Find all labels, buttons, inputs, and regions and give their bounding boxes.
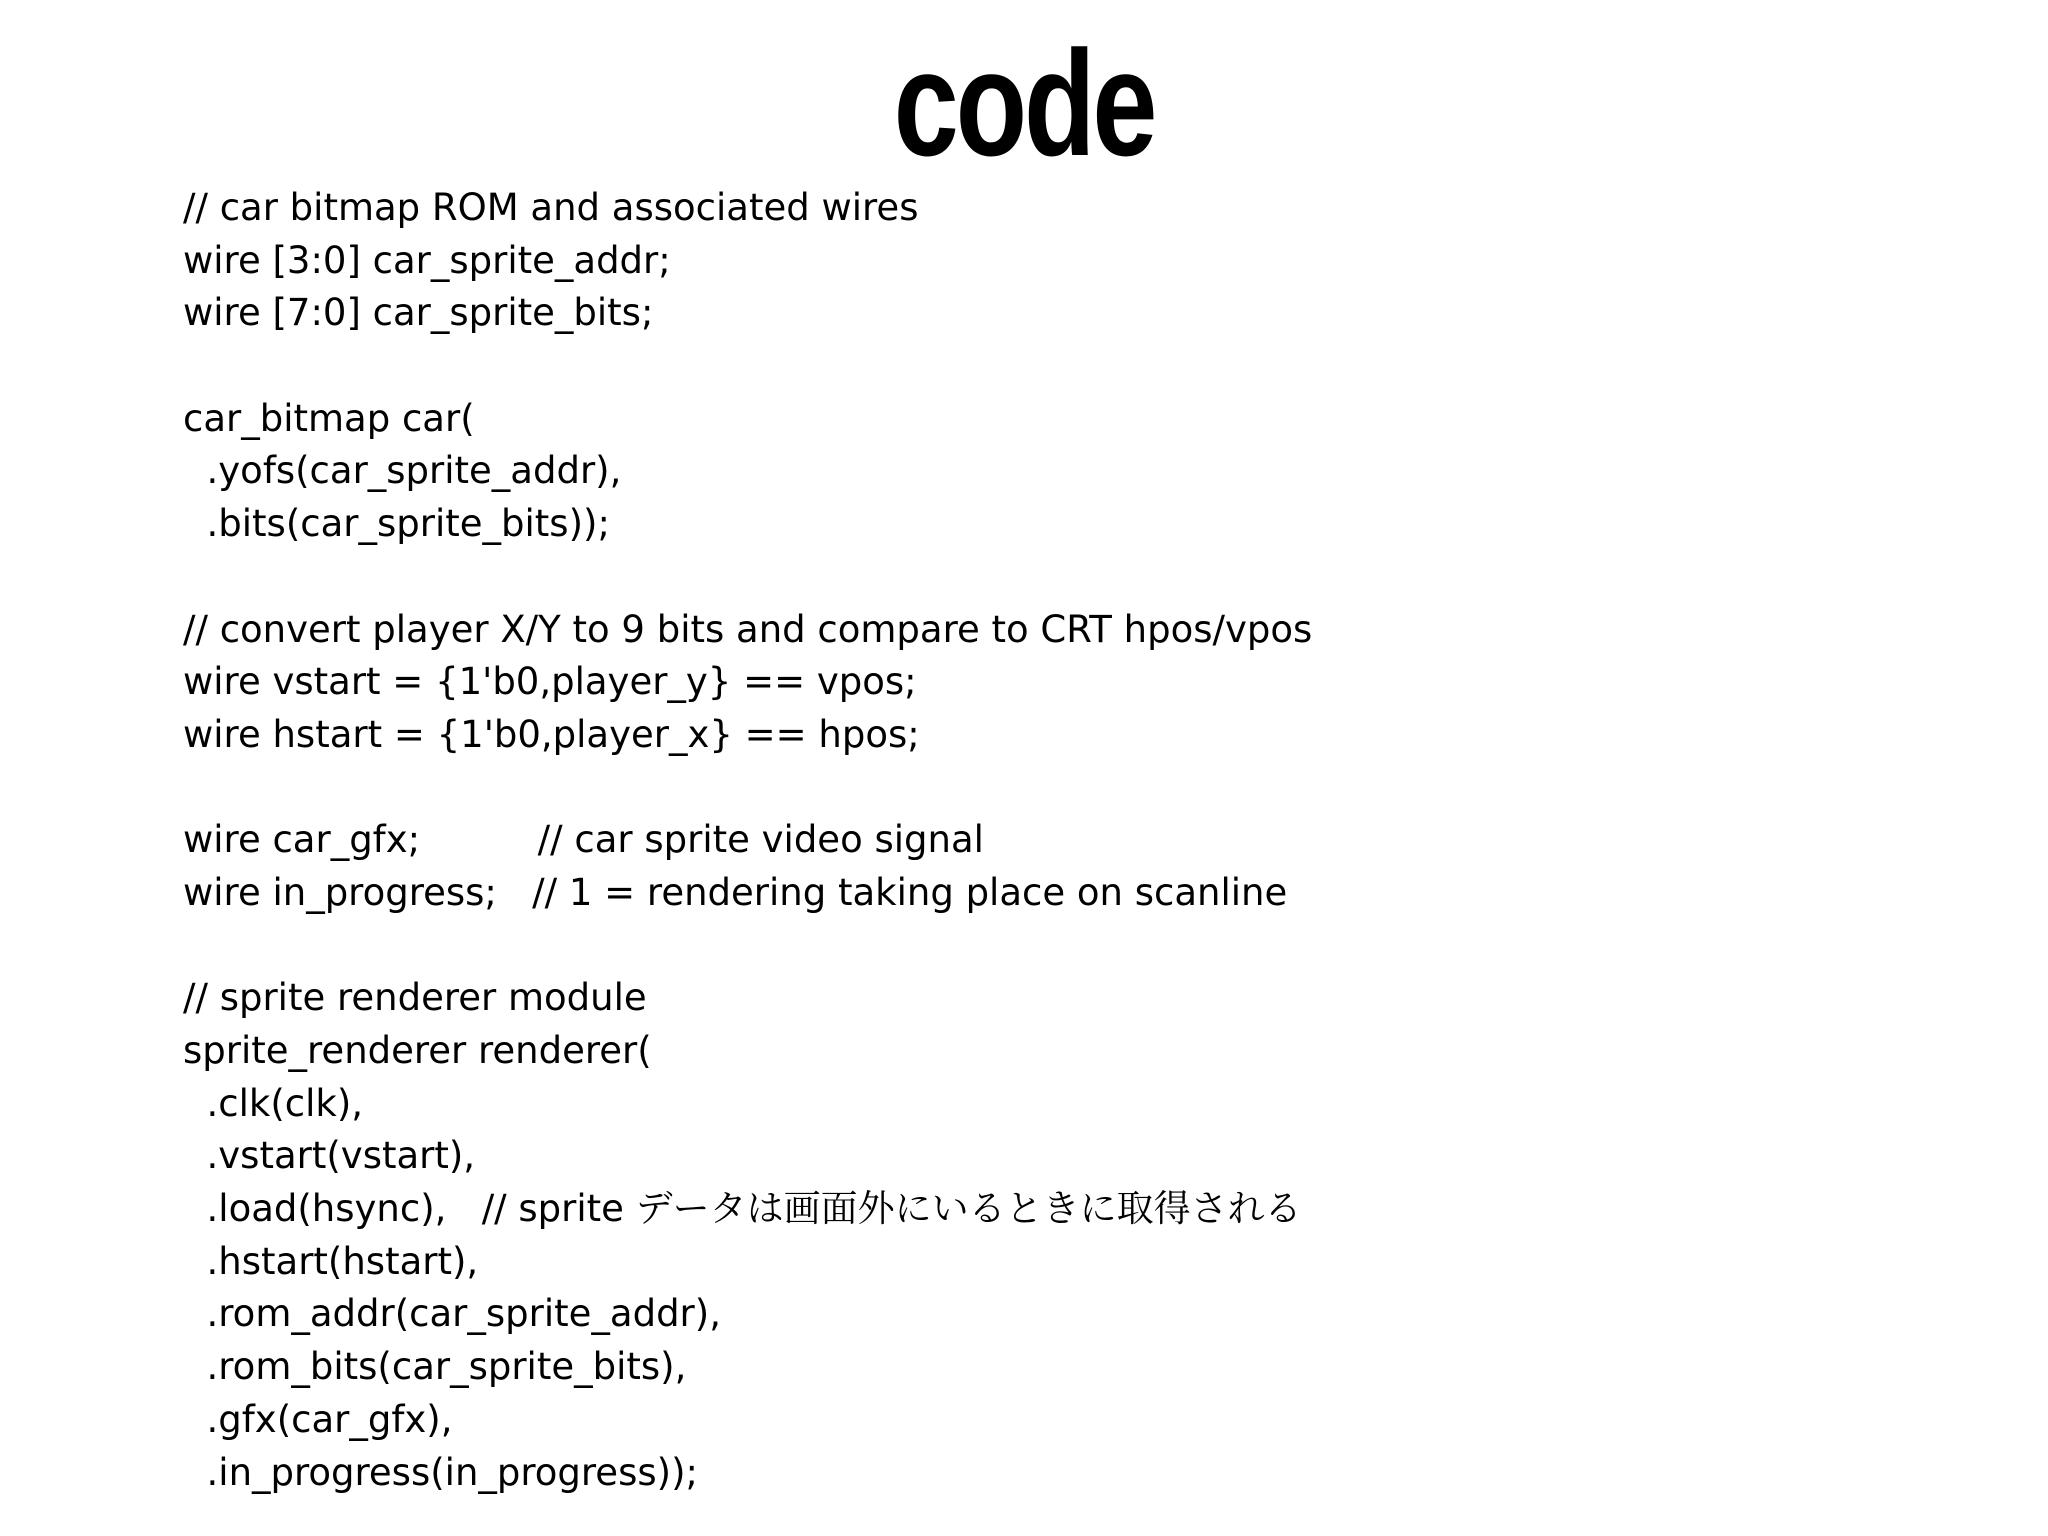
code-line: wire car_gfx; // car sprite video signal xyxy=(183,818,984,862)
code-line: sprite_renderer renderer( xyxy=(183,1029,652,1072)
code-line xyxy=(183,551,1983,604)
code-line: wire [3:0] car_sprite_addr; xyxy=(183,238,671,282)
code-line: .rom_bits(car_sprite_bits), xyxy=(183,1345,687,1389)
code-line xyxy=(183,340,1983,393)
code-line: .hstart(hstart), xyxy=(183,1239,479,1283)
code-line: wire vstart = {1'b0,player_y} == vpos; xyxy=(183,660,917,704)
code-line: .rom_addr(car_sprite_addr), xyxy=(183,1292,721,1336)
code-line: .vstart(vstart), xyxy=(183,1134,476,1178)
code-line: .yofs(car_sprite_addr), xyxy=(183,449,622,493)
code-line: .gfx(car_gfx), xyxy=(183,1397,453,1441)
code-line: // convert player X/Y to 9 bits and compare to CRT hpos/vpos xyxy=(183,607,1313,651)
code-line: .clk(clk), xyxy=(183,1081,364,1125)
code-block xyxy=(183,182,1983,1499)
code-line: .bits(car_sprite_bits)); xyxy=(183,502,610,546)
code-line: wire hstart = {1'b0,player_x} == hpos; xyxy=(183,712,920,756)
code-line: wire [7:0] car_sprite_bits; xyxy=(183,291,654,335)
code-line: .in_progress(in_progress)); xyxy=(183,1450,698,1494)
code-line: // sprite renderer module xyxy=(183,976,647,1020)
code-line: // car bitmap ROM and associated wires xyxy=(183,186,919,229)
code-line: wire in_progress; // 1 = rendering taking place on scanline xyxy=(183,870,1288,914)
code-line: .load(hsync), // sprite データは画面外にいるときに取得される xyxy=(183,1187,1302,1231)
code-line xyxy=(183,920,1983,973)
code-line xyxy=(183,762,1983,815)
slide-title: code xyxy=(893,19,1155,187)
code-line: car_bitmap car( xyxy=(183,396,475,440)
